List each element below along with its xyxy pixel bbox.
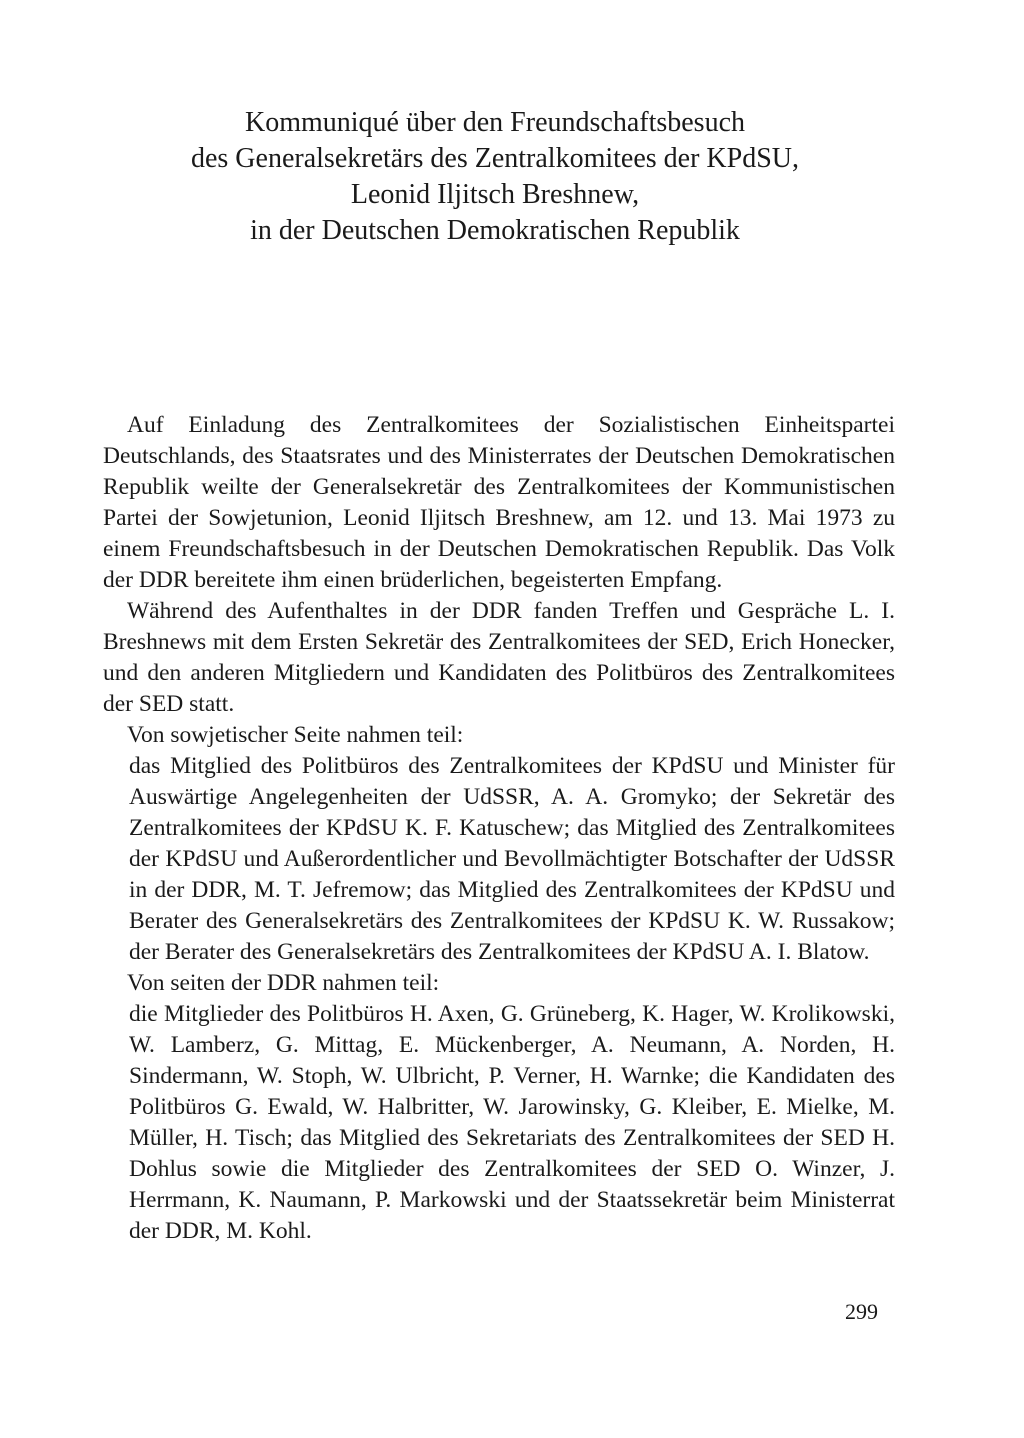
paragraph-meetings: Während des Aufenthaltes in der DDR fanden Treffen und Gespräche L. I. Breshnews mit dem Ersten Sekretär des Zentralkomitees der SED, Erich Honecker, und den anderen Mitgliedern und Kandidaten des Politbüros des Zentralkomitees der SED statt.	[103, 598, 895, 717]
page-number: 299	[845, 1299, 878, 1324]
title-line-2: des Generalsekretärs des Zentralkomitees der KPdSU,	[190, 143, 800, 174]
document-body	[103, 410, 895, 1247]
paragraph-gdr-heading: Von seiten der DDR nahmen teil:	[127, 970, 440, 996]
title-line-3: Leonid Iljitsch Breshnew,	[350, 179, 640, 210]
document-title	[100, 105, 890, 249]
paragraph-gdr-participants: die Mitglieder des Politbüros H. Axen, G. Grüneberg, K. Hager, W. Krolikowski, W. Lamberz, G. Mittag, E. Mückenberger, A. Neumann, A. Norden, H. Sindermann, W. Stoph, W. Ulbricht, P. Verner, H. Warnke; die Kandidaten des Politbüros G. Ewald, W. Halbritter, W. Jarowinsky, G. Kleiber, E. Mielke, M. Müller, H. Tisch; das Mitglied des Sekretariats des Zentralkomitees der SED H. Dohlus sowie die Mitglieder des Zentralkomitees der SED O. Winzer, J. Herrmann, K. Naumann, P. Markowski und der Staatssekretär beim Ministerrat der DDR, M. Kohl.	[129, 1001, 895, 1244]
paragraph-soviet-heading: Von sowjetischer Seite nahmen teil:	[127, 722, 464, 748]
title-line-1: Kommuniqué über den Freundschaftsbesuch	[245, 107, 745, 138]
title-line-4: in der Deutschen Demokratischen Republik	[250, 215, 740, 246]
paragraph-invitation: Auf Einladung des Zentralkomitees der Sozialistischen Einheitspartei Deutschlands, des Staatsrates und des Ministerrates der Deutschen Demokratischen Republik weilte der Generalsekretär des Zentralkomitees der Kommunistischen Partei der Sowjetunion, Leonid Iljitsch Breshnew, am 12. und 13. Mai 1973 zu einem Freundschaftsbesuch in der Deutschen Demokratischen Republik. Das Volk der DDR bereitete ihm einen brüderlichen, begeisterten Empfang.	[103, 412, 895, 593]
paragraph-soviet-participants: das Mitglied des Politbüros des Zentralkomitees der KPdSU und Minister für Auswärtige Angelegenheiten der UdSSR, A. A. Gromyko; der Sekretär des Zentralkomitees der KPdSU K. F. Katuschew; das Mitglied des Zentralkomitees der KPdSU und Außerordentlicher und Bevollmächtigter Botschafter der UdSSR in der DDR, M. T. Jefremow; das Mitglied des Zentralkomitees der KPdSU und Berater des Generalsekretärs des Zentralkomitees der KPdSU K. W. Russakow; der Berater des Generalsekretärs des Zentralkomitees der KPdSU A. I. Blatow.	[129, 753, 895, 965]
